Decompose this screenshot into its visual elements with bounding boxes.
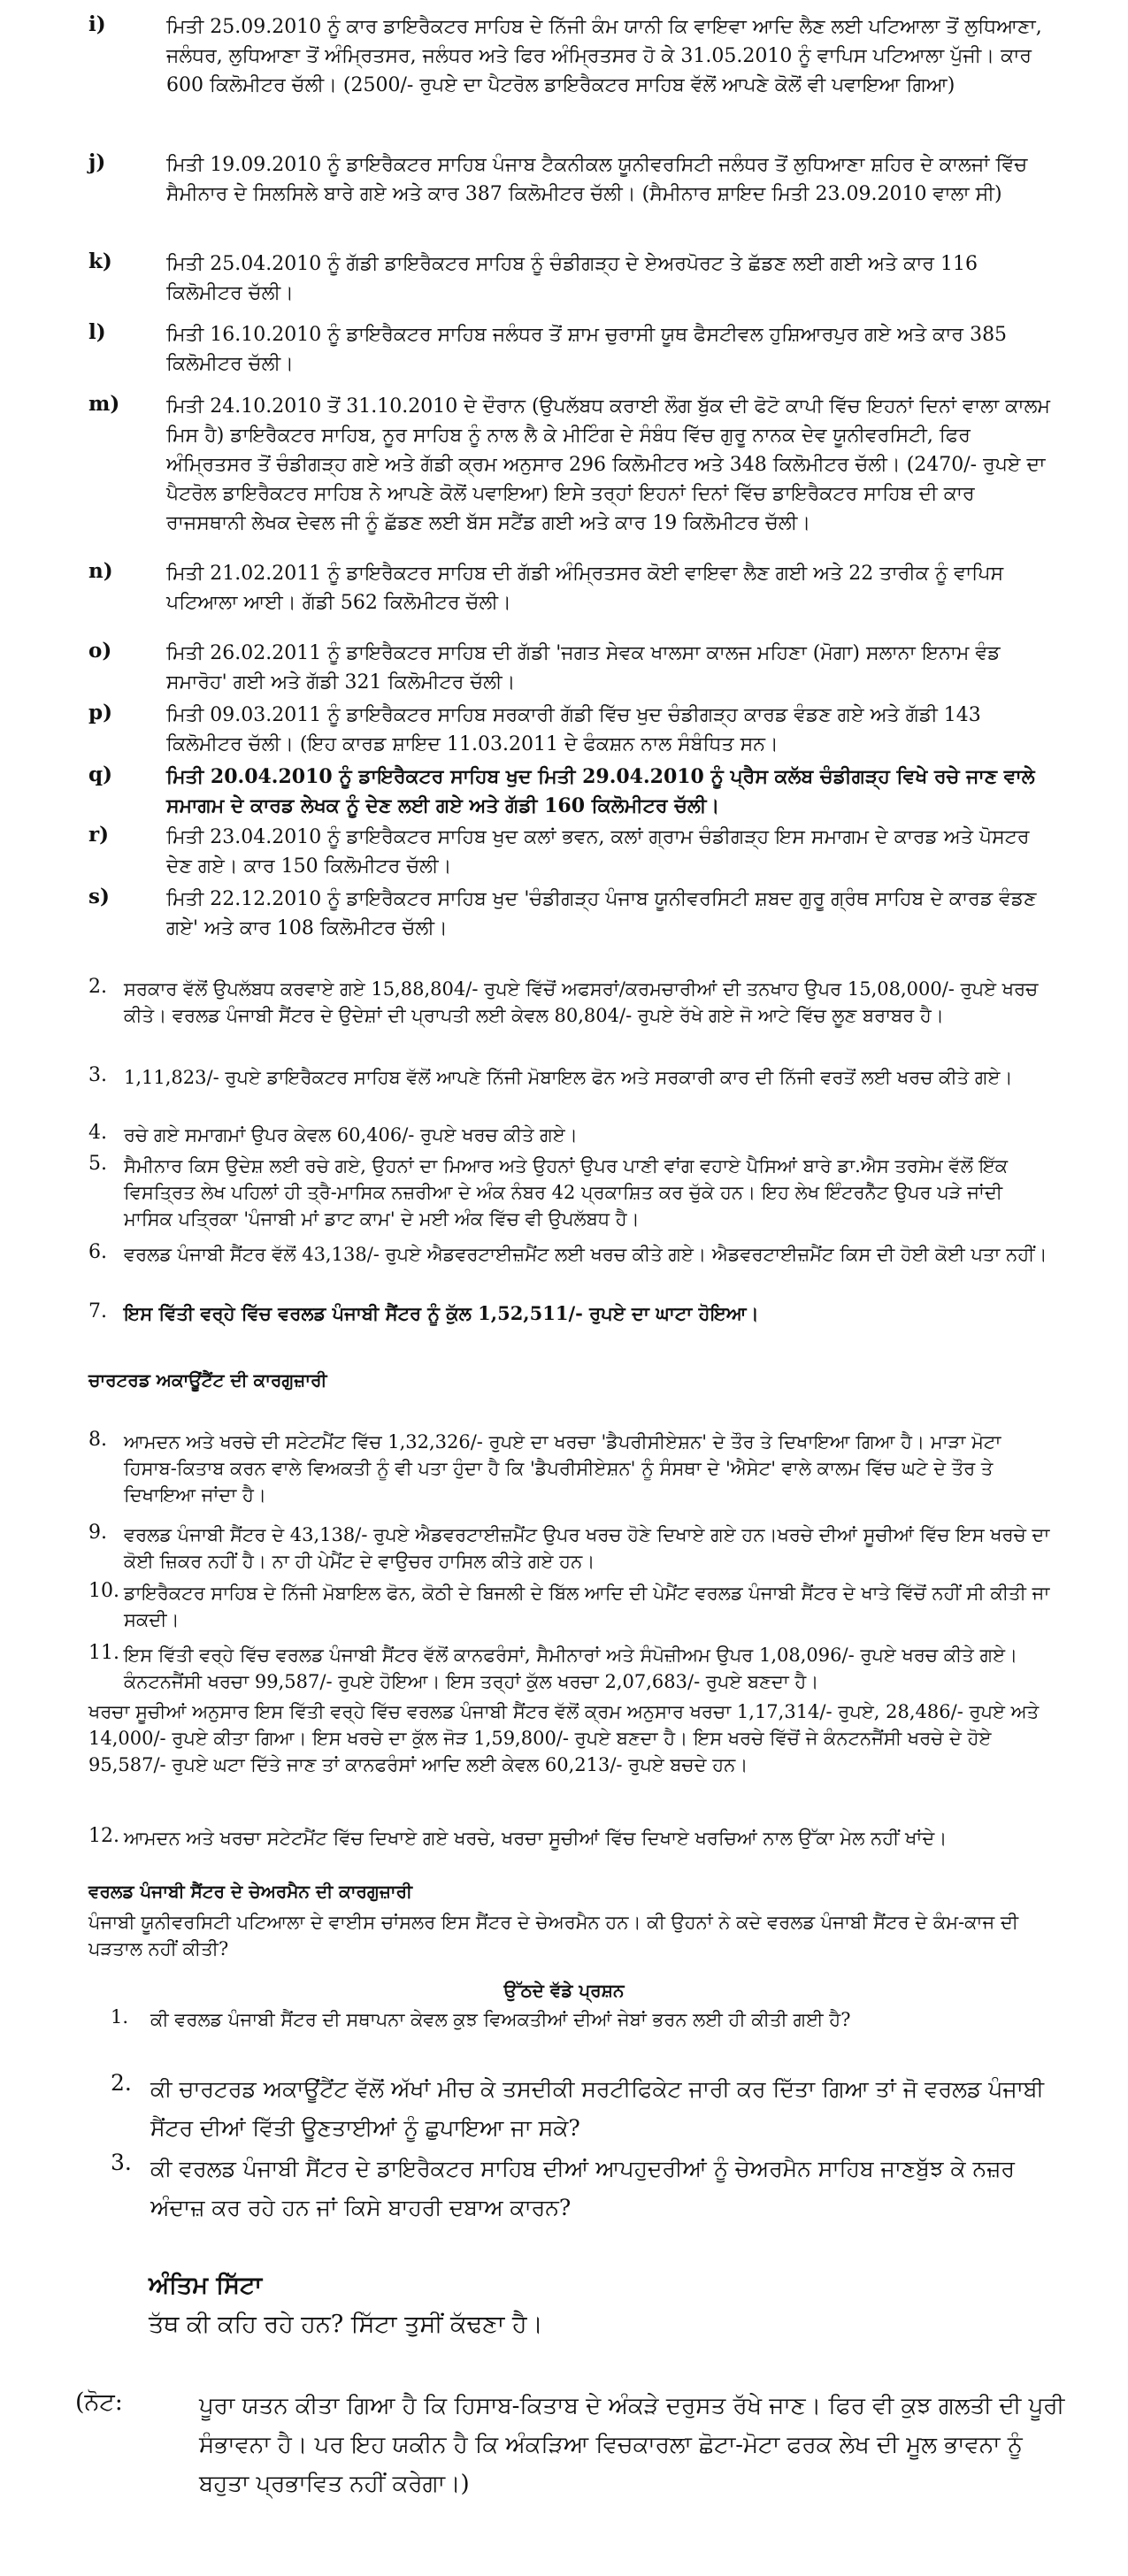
conclusion-heading: ਅੰਤਿਮ ਸਿੱਟਾ bbox=[149, 2272, 263, 2299]
item-text: ਮਿਤੀ 20.04.2010 ਨੂੰ ਡਾਇਰੈਕਟਰ ਸਾਹਿਬ ਖੁਦ ਮਿਤੀ 29.04.2010 ਨੂੰ ਪ੍ਰੈਸ ਕਲੱਬ ਚੰਡੀਗੜ੍ਹ ਵਿਖੇ ਰਚੇ ਜਾਣ ਵਾਲੇ ਸਮਾਗਮ ਦੇ ਕਾਰਡ ਲੇਖਕ ਨੂੰ ਦੇਣ ਲਈ ਗਏ ਅਤੇ ਗੱਡੀ 160 ਕਿਲੋਮੀਟਰ ਚੱਲੀ। bbox=[166, 765, 1035, 817]
question-label: 1. bbox=[111, 2006, 129, 2028]
item-text: ਵਰਲਡ ਪੰਜਾਬੀ ਸੈਂਟਰ ਵੱਲੋਂ 43,138/- ਰੁਪਏ ਐਡਵਰਟਾਈਜ਼ਮੈਂਟ ਲਈ ਖਰਚ ਕੀਤੇ ਗਏ। ਐਡਵਰਟਾਈਜ਼ਮੈਂਟ ਕਿਸ ਦੀ ਹੋਈ ਕੋਈ ਪਤਾ ਨਹੀਂ। bbox=[124, 1244, 1047, 1265]
item-text: ਆਮਦਨ ਅਤੇ ਖਰਚੇ ਦੀ ਸਟੇਟਮੈਂਟ ਵਿੱਚ 1,32,326/- ਰੁਪਏ ਦਾ ਖਰਚਾ 'ਡੈਪਰੀਸੀਏਸ਼ਨ' ਦੇ ਤੌਰ ਤੇ ਦਿਖਾਇਆ ਗਿਆ ਹੈ। ਮਾੜਾ ਮੋਟਾ ਹਿਸਾਬ-ਕਿਤਾਬ ਕਰਨ ਵਾਲੇ ਵਿਅਕਤੀ ਨੂੰ ਵੀ ਪਤਾ ਹੁੰਦਾ ਹੈ ਕਿ 'ਡੈਪਰੀਸੀਏਸ਼ਨ' ਨੂੰ ਸੰਸਥਾ ਦੇ 'ਐਸੇਟ' ਵਾਲੇ ਕਾਲਮ ਵਿੱਚ ਘਟੇ ਦੇ ਤੌਰ ਤੇ ਦਿਖਾਇਆ ਜਾਂਦਾ ਹੈ। bbox=[124, 1431, 1001, 1506]
note-text: ਪੂਰਾ ਯਤਨ ਕੀਤਾ ਗਿਆ ਹੈ ਕਿ ਹਿਸਾਬ-ਕਿਤਾਬ ਦੇ ਅੰਕੜੇ ਦਰੁਸਤ ਰੱਖੇ ਜਾਣ। ਫਿਰ ਵੀ ਕੁਝ ਗਲਤੀ ਦੀ ਪੂਰੀ ਸੰਭਾਵਨਾ ਹੈ। ਪਰ ਇਹ ਯਕੀਨ ਹੈ ਕਿ ਅੰਕੜਿਆ ਵਿਚਕਾਰਲਾ ਛੋਟਾ-ਮੋਟਾ ਫਰਕ ਲੇਖ ਦੀ ਮੂਲ ਭਾਵਨਾ ਨੂੰ ਬਹੁਤਾ ਪ੍ਰਭਾਵਿਤ ਨਹੀਂ ਕਰੇਗਾ।) bbox=[199, 2393, 1065, 2497]
item-text: ਮਿਤੀ 25.04.2010 ਨੂੰ ਗੱਡੀ ਡਾਇਰੈਕਟਰ ਸਾਹਿਬ ਨੂੰ ਚੰਡੀਗੜ੍ਹ ਦੇ ਏਅਰਪੋਰਟ ਤੇ ਛੱਡਣ ਲਈ ਗਈ ਅਤੇ ਕਾਰ 116 ਕਿਲੋਮੀਟਰ ਚੱਲੀ। bbox=[166, 253, 978, 304]
item-label: j) bbox=[88, 150, 106, 174]
question-text: ਕੀ ਵਰਲਡ ਪੰਜਾਬੀ ਸੈਂਟਰ ਦੇ ਡਾਇਰੈਕਟਰ ਸਾਹਿਬ ਦੀਆਂ ਆਪਹੁਦਰੀਆਂ ਨੂੰ ਚੇਅਰਮੈਨ ਸਾਹਿਬ ਜਾਣਬੁੱਝ ਕੇ ਨਜ਼ਰ ਅੰਦਾਜ਼ ਕਰ ਰਹੇ ਹਨ ਜਾਂ ਕਿਸੇ ਬਾਹਰੀ ਦਬਾਅ ਕਾਰਨ? bbox=[150, 2156, 1015, 2220]
item-label: 4. bbox=[88, 1122, 107, 1144]
item-label: n) bbox=[88, 559, 113, 583]
item-text: ਮਿਤੀ 21.02.2011 ਨੂੰ ਡਾਇਰੈਕਟਰ ਸਾਹਿਬ ਦੀ ਗੱਡੀ ਅੰਮ੍ਰਿਤਸਰ ਕੋਈ ਵਾਇਵਾ ਲੈਣ ਗਈ ਅਤੇ 22 ਤਾਰੀਕ ਨੂੰ ਵਾਪਿਸ ਪਟਿਆਲਾ ਆਈ। ਗੱਡੀ 562 ਕਿਲੋਮੀਟਰ ਚੱਲੀ। bbox=[166, 563, 1004, 614]
item-label: o) bbox=[88, 639, 112, 663]
item-text: 1,11,823/- ਰੁਪਏ ਡਾਇਰੈਕਟਰ ਸਾਹਿਬ ਵੱਲੋਂ ਆਪਣੇ ਨਿੱਜੀ ਮੋਬਾਇਲ ਫੋਨ ਅਤੇ ਸਰਕਾਰੀ ਕਾਰ ਦੀ ਨਿੱਜੀ ਵਰਤੋਂ ਲਈ ਖਰਚ ਕੀਤੇ ਗਏ। bbox=[124, 1067, 1013, 1088]
paragraph-item-11-detail: ਖਰਚਾ ਸੂਚੀਆਂ ਅਨੁਸਾਰ ਇਸ ਵਿੱਤੀ ਵਰ੍ਹੇ ਵਿੱਚ ਵਰਲਡ ਪੰਜਾਬੀ ਸੈਂਟਰ ਵੱਲੋਂ ਕ੍ਰਮ ਅਨੁਸਾਰ ਖਰਚਾ 1,17,314/- ਰੁਪਏ, 28,486/- ਰੁਪਏ ਅਤੇ 14,000/- ਰੁਪਏ ਕੀਤਾ ਗਿਆ। ਇਸ ਖਰਚੇ ਦਾ ਕੁੱਲ ਜੋੜ 1,59,800/- ਰੁਪਏ ਬਣਦਾ ਹੈ। ਇਸ ਖਰਚੇ ਵਿੱਚੋਂ ਜੇ ਕੰਨਟਨਜੈਂਸੀ ਖਰਚੇ ਦੇ ਹੋਏ 95,587/- ਰੁਪਏ ਘਟਾ ਦਿੱਤੇ ਜਾਣ ਤਾਂ ਕਾਨਫਰੰਸਾਂ ਆਦਿ ਲਈ ਕੇਵਲ 60,213/- ਰੁਪਏ ਬਚਦੇ ਹਨ। bbox=[88, 1701, 1040, 1775]
item-label: 5. bbox=[88, 1153, 107, 1175]
question-text: ਕੀ ਚਾਰਟਰਡ ਅਕਾਊਂਟੈਂਟ ਵੱਲੋਂ ਅੱਖਾਂ ਮੀਚ ਕੇ ਤਸਦੀਕੀ ਸਰਟੀਫਿਕੇਟ ਜਾਰੀ ਕਰ ਦਿੱਤਾ ਗਿਆ ਤਾਂ ਜੋ ਵਰਲਡ ਪੰਜਾਬੀ ਸੈਂਟਰ ਦੀਆਂ ਵਿੱਤੀ ਊਣਤਾਈਆਂ ਨੂੰ ਛੁਪਾਇਆ ਜਾ ਸਕੇ? bbox=[150, 2076, 1045, 2141]
section-heading-chairman: ਵਰਲਡ ਪੰਜਾਬੀ ਸੈਂਟਰ ਦੇ ਚੇਅਰਮੈਨ ਦੀ ਕਾਰਗੁਜ਼ਾਰੀ bbox=[88, 1881, 413, 1902]
item-text: ਮਿਤੀ 26.02.2011 ਨੂੰ ਡਾਇਰੈਕਟਰ ਸਾਹਿਬ ਦੀ ਗੱਡੀ 'ਜਗਤ ਸੇਵਕ ਖਾਲਸਾ ਕਾਲਜ ਮਹਿਣਾ (ਮੋਗਾ) ਸਲਾਨਾ ਇਨਾਮ ਵੰਡ ਸਮਾਰੋਹ' ਗਈ ਅਤੇ ਗੱਡੀ 321 ਕਿਲੋਮੀਟਰ ਚੱਲੀ। bbox=[166, 642, 1001, 694]
item-label: 7. bbox=[88, 1300, 107, 1322]
item-text: ਇਸ ਵਿੱਤੀ ਵਰ੍ਹੇ ਵਿੱਚ ਵਰਲਡ ਪੰਜਾਬੀ ਸੈਂਟਰ ਨੂੰ ਕੁੱਲ 1,52,511/- ਰੁਪਏ ਦਾ ਘਾਟਾ ਹੋਇਆ। bbox=[124, 1302, 759, 1324]
item-text: ਮਿਤੀ 23.04.2010 ਨੂੰ ਡਾਇਰੈਕਟਰ ਸਾਹਿਬ ਖੁਦ ਕਲਾਂ ਭਵਨ, ਕਲਾਂ ਗ੍ਰਾਮ ਚੰਡੀਗੜ੍ਹ ਇਸ ਸਮਾਗਮ ਦੇ ਕਾਰਡ ਅਤੇ ਪੋਸਟਰ ਦੇਣ ਗਏ। ਕਾਰ 150 ਕਿਲੋਮੀਟਰ ਚੱਲੀ। bbox=[166, 826, 1030, 878]
item-label: l) bbox=[88, 320, 106, 344]
item-text: ਇਸ ਵਿੱਤੀ ਵਰ੍ਹੇ ਵਿੱਚ ਵਰਲਡ ਪੰਜਾਬੀ ਸੈਂਟਰ ਵੱਲੋਂ ਕਾਨਫਰੰਸਾਂ, ਸੈਮੀਨਾਰਾਂ ਅਤੇ ਸੰਪੋਜ਼ੀਅਮ ਉਪਰ 1,08,096/- ਰੁਪਏ ਖਰਚ ਕੀਤੇ ਗਏ। ਕੰਨਟਨਜੈਂਸੀ ਖਰਚਾ 99,587/- ਰੁਪਏ ਹੋਇਆ। ਇਸ ਤਰ੍ਹਾਂ ਕੁੱਲ ਖਰਚਾ 2,07,683/- ਰੁਪਏ ਬਣਦਾ ਹੈ। bbox=[124, 1644, 1018, 1692]
item-label: 12. bbox=[88, 1825, 119, 1847]
item-text: ਮਿਤੀ 19.09.2010 ਨੂੰ ਡਾਇਰੈਕਟਰ ਸਾਹਿਬ ਪੰਜਾਬ ਟੈਕਨੀਕਲ ਯੂਨੀਵਰਸਿਟੀ ਜਲੰਧਰ ਤੋਂ ਲੁਧਿਆਣਾ ਸ਼ਹਿਰ ਦੇ ਕਾਲਜਾਂ ਵਿੱਚ ਸੈਮੀਨਾਰ ਦੇ ਸਿਲਸਿਲੇ ਬਾਰੇ ਗਏ ਅਤੇ ਕਾਰ 387 ਕਿਲੋਮੀਟਰ ਚੱਲੀ। (ਸੈਮੀਨਾਰ ਸ਼ਾਇਦ ਮਿਤੀ 23.09.2010 ਵਾਲਾ ਸੀ) bbox=[166, 154, 1028, 205]
item-text: ਆਮਦਨ ਅਤੇ ਖਰਚਾ ਸਟੇਟਮੈਂਟ ਵਿੱਚ ਦਿਖਾਏ ਗਏ ਖਰਚੇ, ਖਰਚਾ ਸੂਚੀਆਂ ਵਿੱਚ ਦਿਖਾਏ ਖਰਚਿਆਂ ਨਾਲ ਉੱਕਾ ਮੇਲ ਨਹੀਂ ਖਾਂਦੇ। bbox=[124, 1828, 948, 1849]
item-label: r) bbox=[88, 823, 109, 847]
section-heading-ca: ਚਾਰਟਰਡ ਅਕਾਊਂਟੈਂਟ ਦੀ ਕਾਰਗੁਜ਼ਾਰੀ bbox=[88, 1369, 327, 1391]
item-label: 8. bbox=[88, 1429, 107, 1451]
item-text: ਵਰਲਡ ਪੰਜਾਬੀ ਸੈਂਟਰ ਦੇ 43,138/- ਰੁਪਏ ਐਡਵਰਟਾਈਜ਼ਮੈਂਟ ਉਪਰ ਖਰਚ ਹੋਣੇ ਦਿਖਾਏ ਗਏ ਹਨ।ਖਰਚੇ ਦੀਆਂ ਸੂਚੀਆਂ ਵਿੱਚ ਇਸ ਖਰਚੇ ਦਾ ਕੋਈ ਜ਼ਿਕਰ ਨਹੀਂ ਹੈ। ਨਾ ਹੀ ਪੇਮੈਂਟ ਦੇ ਵਾਉਚਰ ਹਾਸਿਲ ਕੀਤੇ ਗਏ ਹਨ। bbox=[124, 1524, 1050, 1572]
question-label: 2. bbox=[111, 2070, 132, 2096]
item-text: ਡਾਇਰੈਕਟਰ ਸਾਹਿਬ ਦੇ ਨਿੱਜੀ ਮੋਬਾਇਲ ਫੋਨ, ਕੋਠੀ ਦੇ ਬਿਜਲੀ ਦੇ ਬਿੱਲ ਆਦਿ ਦੀ ਪੇਮੈਂਟ ਵਰਲਡ ਪੰਜਾਬੀ ਸੈਂਟਰ ਦੇ ਖਾਤੇ ਵਿੱਚੋਂ ਨਹੀਂ ਸੀ ਕੀਤੀ ਜਾ ਸਕਦੀ। bbox=[124, 1583, 1050, 1630]
item-label: k) bbox=[88, 249, 112, 273]
item-text: ਮਿਤੀ 22.12.2010 ਨੂੰ ਡਾਇਰੈਕਟਰ ਸਾਹਿਬ ਖੁਦ 'ਚੰਡੀਗੜ੍ਹ ਪੰਜਾਬ ਯੂਨੀਵਰਸਿਟੀ ਸ਼ਬਦ ਗੁਰੂ ਗ੍ਰੰਥ ਸਾਹਿਬ ਦੇ ਕਾਰਡ ਵੰਡਣ ਗਏ' ਅਤੇ ਕਾਰ 108 ਕਿਲੋਮੀਟਰ ਚੱਲੀ। bbox=[166, 888, 1037, 939]
item-label: m) bbox=[88, 392, 120, 416]
item-text: ਮਿਤੀ 25.09.2010 ਨੂੰ ਕਾਰ ਡਾਇਰੈਕਟਰ ਸਾਹਿਬ ਦੇ ਨਿੱਜੀ ਕੰਮ ਯਾਨੀ ਕਿ ਵਾਇਵਾ ਆਦਿ ਲੈਣ ਲਈ ਪਟਿਆਲਾ ਤੋਂ ਲੁਧਿਆਣਾ, ਜਲੰਧਰ, ਲੁਧਿਆਣਾ ਤੋਂ ਅੰਮ੍ਰਿਤਸਰ, ਜਲੰਧਰ ਅਤੇ ਫਿਰ ਅੰਮ੍ਰਿਤਸਰ ਹੋ ਕੇ 31.05.2010 ਨੂੰ ਵਾਪਿਸ ਪਟਿਆਲਾ ਪੁੱਜੀ। ਕਾਰ 600 ਕਿਲੋਮੀਟਰ ਚੱਲੀ। (2500/- ਰੁਪਏ ਦਾ ਪੈਟਰੋਲ ਡਾਇਰੈਕਟਰ ਸਾਹਿਬ ਵੱਲੋਂ ਆਪਣੇ ਕੋਲੋਂ ਵੀ ਪਵਾਇਆ ਗਿਆ) bbox=[166, 16, 1042, 96]
item-label: i) bbox=[88, 12, 106, 36]
item-text: ਸੈਮੀਨਾਰ ਕਿਸ ਉਦੇਸ਼ ਲਈ ਰਚੇ ਗਏ, ਉਹਨਾਂ ਦਾ ਮਿਆਰ ਅਤੇ ਉਹਨਾਂ ਉਪਰ ਪਾਣੀ ਵਾਂਗ ਵਹਾਏ ਪੈਸਿਆਂ ਬਾਰੇ ਡਾ.ਐਸ ਤਰਸੇਮ ਵੱਲੋਂ ਇੱਕ ਵਿਸਤ੍ਰਿਤ ਲੇਖ ਪਹਿਲਾਂ ਹੀ ਤ੍ਰੈ-ਮਾਸਿਕ ਨਜ਼ਰੀਆ ਦੇ ਅੰਕ ਨੰਬਰ 42 ਪ੍ਰਕਾਸ਼ਿਤ ਕਰ ਚੁੱਕੇ ਹਨ। ਇਹ ਲੇਖ ਇੰਟਰਨੈੱਟ ਉਪਰ ਪੜੇ ਜਾਂਦੀ ਮਾਸਿਕ ਪਤ੍ਰਿਕਾ 'ਪੰਜਾਬੀ ਮਾਂ ਡਾਟ ਕਾਮ' ਦੇ ਮਈ ਅੰਕ ਵਿੱਚ ਵੀ ਉਪਲੱਬਧ ਹੈ। bbox=[124, 1155, 1009, 1230]
item-label: 3. bbox=[88, 1064, 107, 1086]
item-label: q) bbox=[88, 763, 112, 786]
item-label: 9. bbox=[88, 1522, 107, 1544]
item-text: ਰਚੇ ਗਏ ਸਮਾਗਮਾਂ ਉਪਰ ਕੇਵਲ 60,406/- ਰੁਪਏ ਖਰਚ ਕੀਤੇ ਗਏ। bbox=[124, 1124, 578, 1146]
question-label: 3. bbox=[111, 2150, 132, 2175]
item-label: 2. bbox=[88, 976, 107, 998]
chairman-paragraph: ਪੰਜਾਬੀ ਯੂਨੀਵਰਸਿਟੀ ਪਟਿਆਲਾ ਦੇ ਵਾਈਸ ਚਾਂਸਲਰ ਇਸ ਸੈਂਟਰ ਦੇ ਚੇਅਰਮੈਨ ਹਨ। ਕੀ ਉਹਨਾਂ ਨੇ ਕਦੇ ਵਰਲਡ ਪੰਜਾਬੀ ਸੈਂਟਰ ਦੇ ਕੰਮ-ਕਾਜ ਦੀ ਪੜਤਾਲ ਨਹੀਂ ਕੀਤੀ? bbox=[88, 1912, 1019, 1959]
item-label: 10. bbox=[88, 1580, 119, 1602]
conclusion-text: ਤੱਥ ਕੀ ਕਹਿ ਰਹੇ ਹਨ? ਸਿੱਟਾ ਤੁਸੀਂ ਕੱਢਣਾ ਹੈ। bbox=[149, 2311, 543, 2338]
item-label: p) bbox=[88, 701, 112, 724]
item-label: s) bbox=[88, 885, 110, 908]
item-text: ਮਿਤੀ 09.03.2011 ਨੂੰ ਡਾਇਰੈਕਟਰ ਸਾਹਿਬ ਸਰਕਾਰੀ ਗੱਡੀ ਵਿੱਚ ਖੁਦ ਚੰਡੀਗੜ੍ਹ ਕਾਰਡ ਵੰਡਣ ਗਏ ਅਤੇ ਗੱਡੀ 143 ਕਿਲੋਮੀਟਰ ਚੱਲੀ। (ਇਹ ਕਾਰਡ ਸ਼ਾਇਦ 11.03.2011 ਦੇ ਫੰਕਸ਼ਨ ਨਾਲ ਸੰਬੰਧਿਤ ਸਨ। bbox=[166, 704, 981, 755]
item-label: 11. bbox=[88, 1642, 119, 1664]
question-text: ਕੀ ਵਰਲਡ ਪੰਜਾਬੀ ਸੈਂਟਰ ਦੀ ਸਥਾਪਨਾ ਕੇਵਲ ਕੁਝ ਵਿਅਕਤੀਆਂ ਦੀਆਂ ਜੇਬਾਂ ਭਰਨ ਲਈ ਹੀ ਕੀਤੀ ਗਈ ਹੈ? bbox=[150, 2009, 851, 2030]
item-text: ਮਿਤੀ 16.10.2010 ਨੂੰ ਡਾਇਰੈਕਟਰ ਸਾਹਿਬ ਜਲੰਧਰ ਤੋਂ ਸ਼ਾਮ ਚੁਰਾਸੀ ਯੂਥ ਫੈਸਟੀਵਲ ਹੁਸ਼ਿਆਰਪੁਰ ਗਏ ਅਤੇ ਕਾਰ 385 ਕਿਲੋਮੀਟਰ ਚੱਲੀ। bbox=[166, 324, 1008, 375]
item-text: ਮਿਤੀ 24.10.2010 ਤੋਂ 31.10.2010 ਦੇ ਦੌਰਾਨ (ਉਪਲੱਬਧ ਕਰਾਈ ਲੌਗ ਬੁੱਕ ਦੀ ਫੋਟੋ ਕਾਪੀ ਵਿੱਚ ਇਹਨਾਂ ਦਿਨਾਂ ਵਾਲਾ ਕਾਲਮ ਮਿਸ ਹੈ) ਡਾਇਰੈਕਟਰ ਸਾਹਿਬ, ਨੂਰ ਸਾਹਿਬ ਨੂੰ ਨਾਲ ਲੈ ਕੇ ਮੀਟਿੰਗ ਦੇ ਸੰਬੰਧ ਵਿੱਚ ਗੁਰੂ ਨਾਨਕ ਦੇਵ ਯੂਨੀਵਰਸਿਟੀ, ਫਿਰ ਅੰਮ੍ਰਿਤਸਰ ਤੋਂ ਚੰਡੀਗੜ੍ਹ ਗਏ ਅਤੇ ਗੱਡੀ ਕ੍ਰਮ ਅਨੁਸਾਰ 296 ਕਿਲੋਮੀਟਰ ਅਤੇ 348 ਕਿਲੋਮੀਟਰ ਚੱਲੀ। (2470/- ਰੁਪਏ ਦਾ ਪੈਟਰੋਲ ਡਾਇਰੈਕਟਰ ਸਾਹਿਬ ਨੇ ਆਪਣੇ ਕੋਲੋਂ ਪਵਾਇਆ) ਇਸੇ ਤਰ੍ਹਾਂ ਇਹਨਾਂ ਦਿਨਾਂ ਵਿੱਚ ਡਾਇਰੈਕਟਰ ਸਾਹਿਬ ਦੀ ਕਾਰ ਰਾਜਸਥਾਨੀ ਲੇਖਕ ਦੇਵਲ ਜੀ ਨੂੰ ਛੱਡਣ ਲਈ ਬੱਸ ਸਟੈਂਡ ਗਈ ਅਤੇ ਕਾਰ 19 ਕਿਲੋਮੀਟਰ ਚੱਲੀ। bbox=[166, 395, 1050, 534]
note-label: (ਨੋਟ: bbox=[75, 2388, 123, 2416]
questions-heading: ਉੱਠਦੇ ਵੱਡੇ ਪ੍ਰਸ਼ਨ bbox=[503, 1980, 625, 2001]
item-label: 6. bbox=[88, 1241, 107, 1263]
item-text: ਸਰਕਾਰ ਵੱਲੋਂ ਉਪਲੱਬਧ ਕਰਵਾਏ ਗਏ 15,88,804/- ਰੁਪਏ ਵਿੱਚੋਂ ਅਫਸਰਾਂ/ਕਰਮਚਾਰੀਆਂ ਦੀ ਤਨਖਾਹ ਉਪਰ 15,08,000/- ਰੁਪਏ ਖਰਚ ਕੀਤੇ। ਵਰਲਡ ਪੰਜਾਬੀ ਸੈਂਟਰ ਦੇ ਉਦੇਸ਼ਾਂ ਦੀ ਪ੍ਰਾਪਤੀ ਲਈ ਕੇਵਲ 80,804/- ਰੁਪਏ ਰੱਖੇ ਗਏ ਜੋ ਆਟੇ ਵਿੱਚ ਲੂਣ ਬਰਾਬਰ ਹੈ। bbox=[124, 978, 1039, 1026]
